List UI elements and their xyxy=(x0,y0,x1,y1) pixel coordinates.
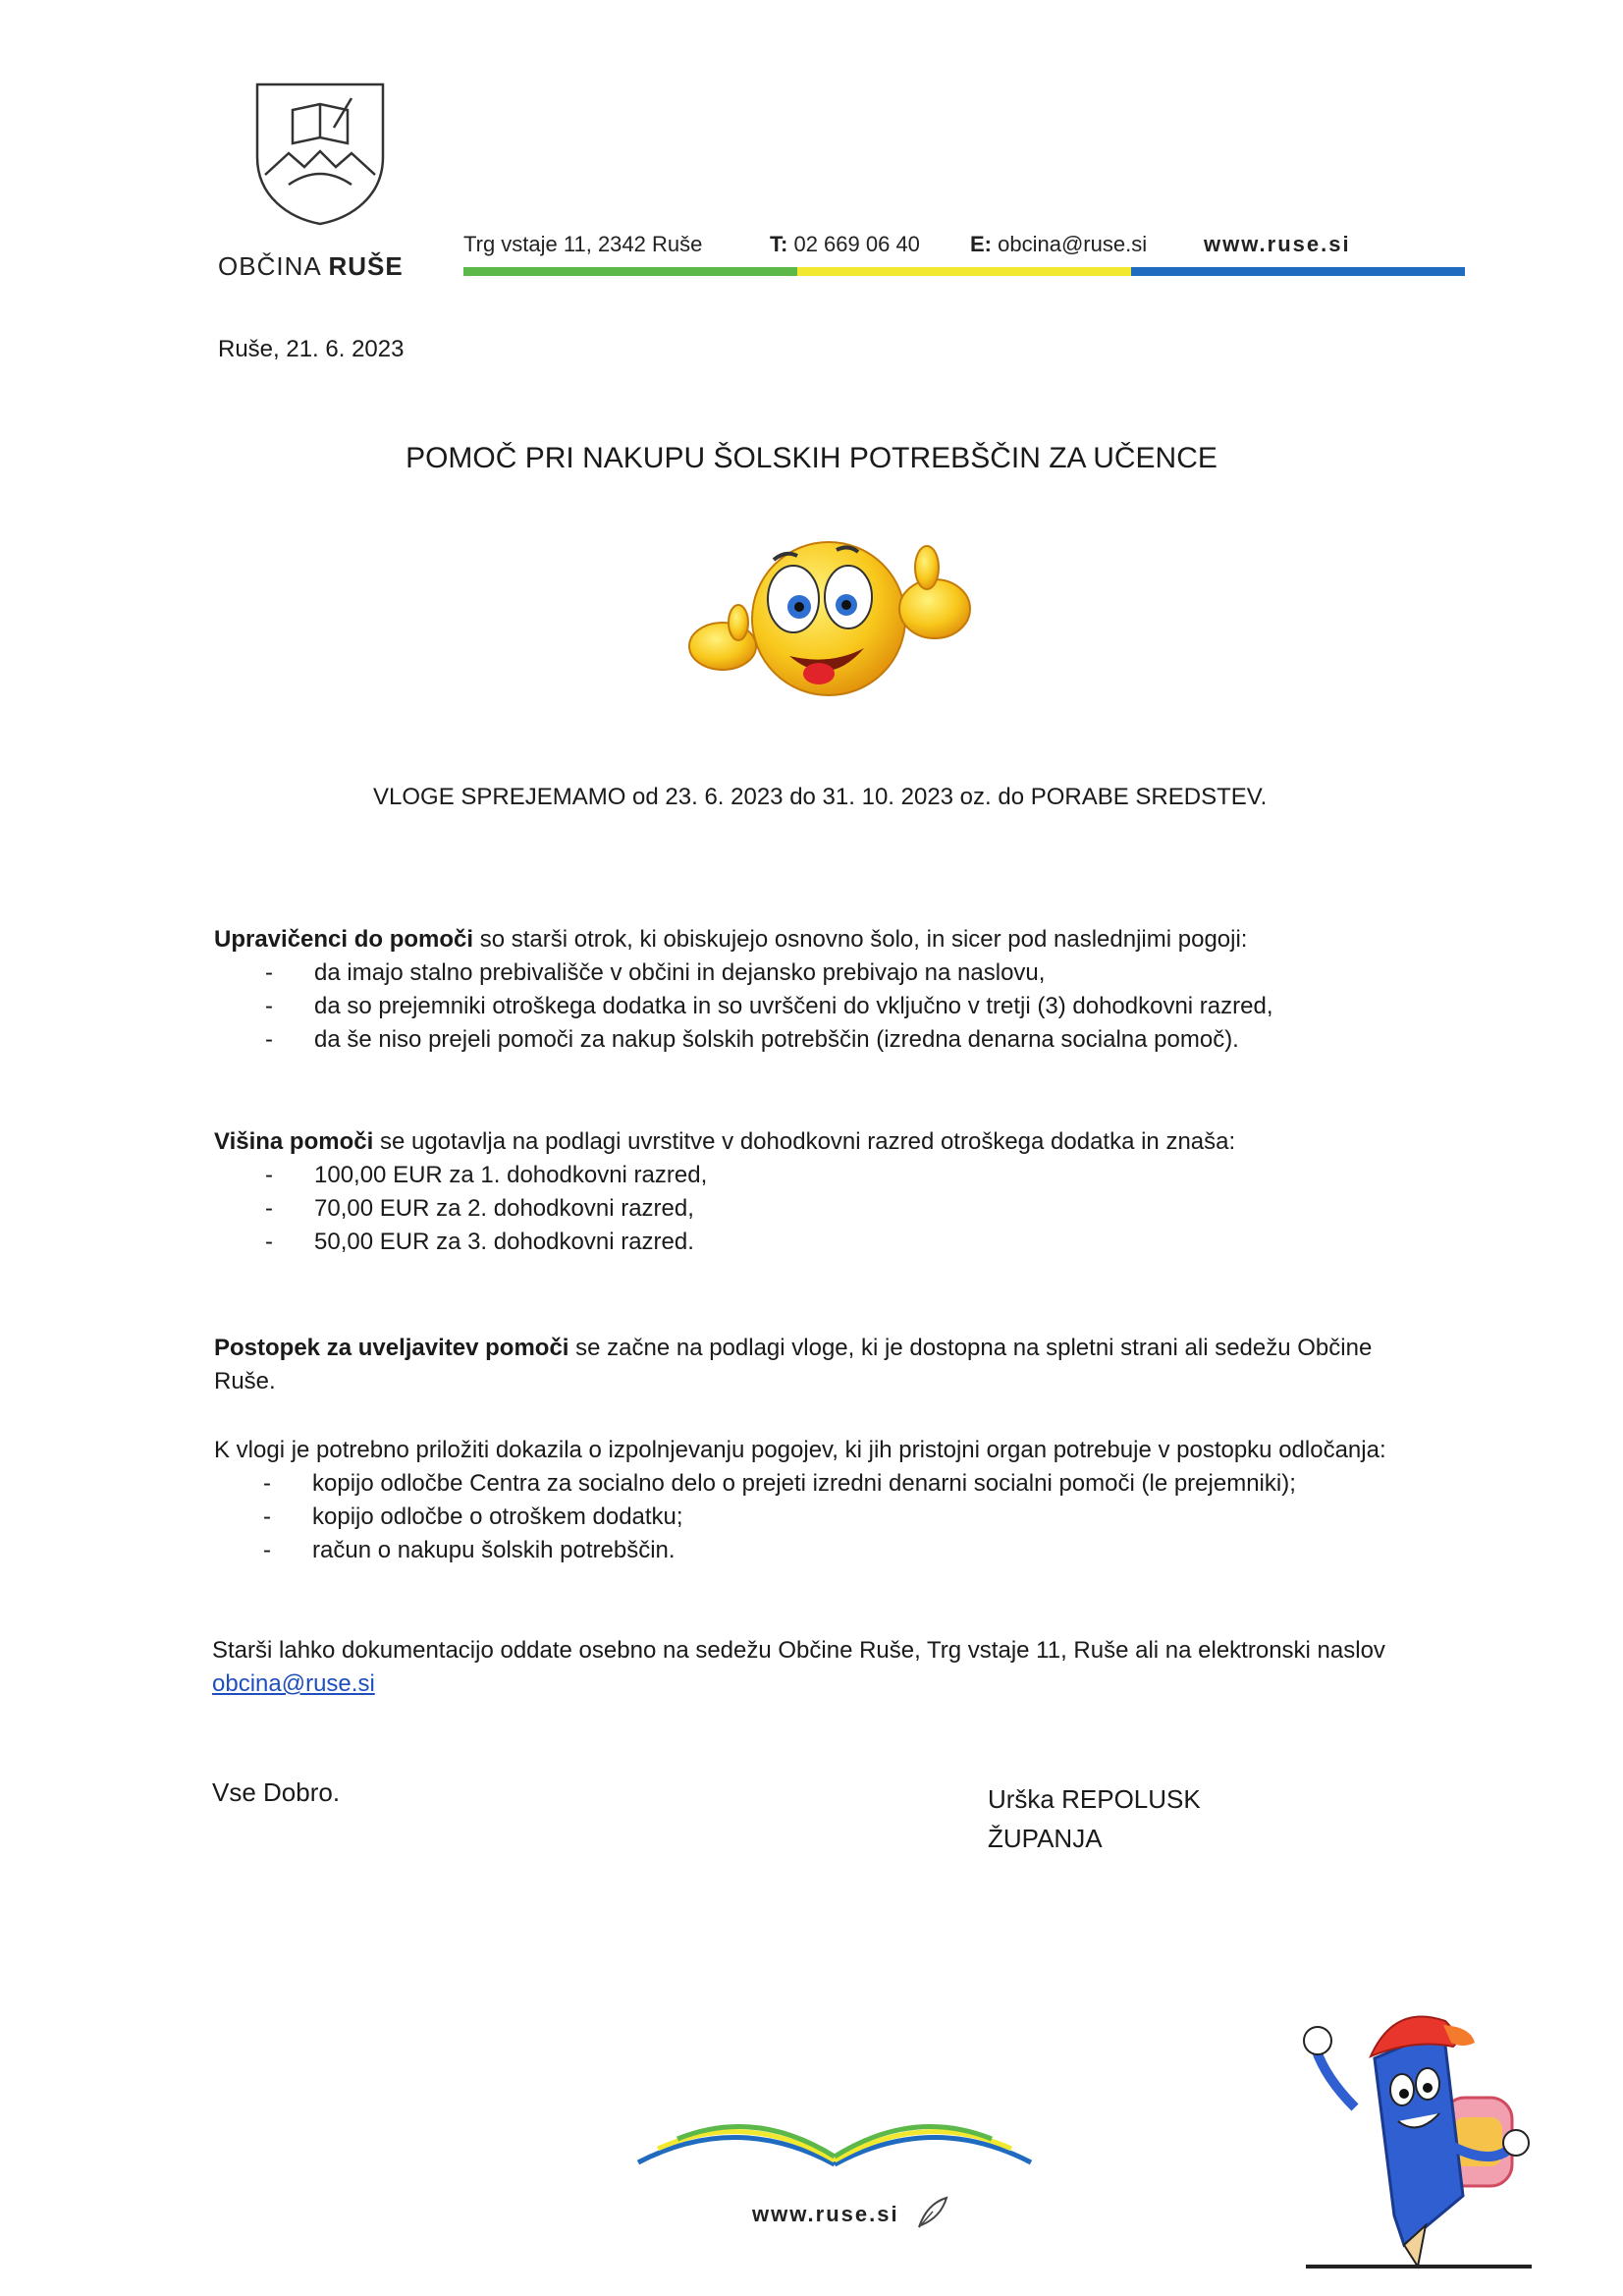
org-name-bold: RUŠE xyxy=(328,251,404,281)
list-item-text: da imajo stalno prebivališče v občini in dejansko prebivajo na naslovu, xyxy=(314,959,1046,986)
signature-role: ŽUPANJA xyxy=(988,1824,1103,1853)
list-dash: - xyxy=(263,1503,271,1530)
email-address: obcina@ruse.si xyxy=(998,232,1148,256)
header-website: www.ruse.si xyxy=(1204,232,1351,256)
stripe-green xyxy=(463,267,797,276)
list-item-text: da še niso prejeli pomoči za nakup šolskih potrebščin (izredna denarna socialna pomoč). xyxy=(314,1026,1239,1053)
submission-email-link[interactable]: obcina@ruse.si xyxy=(212,1670,375,1697)
submission-text: Starši lahko dokumentacijo oddate osebno na sedežu Občine Ruše, Trg vstaje 11, Ruše ali na elektronski naslov xyxy=(212,1637,1385,1664)
list-dash: - xyxy=(263,1470,271,1497)
applications-period: VLOGE SPREJEMAMO od 23. 6. 2023 do 31. 10. 2023 oz. do PORABE SREDSTEV. xyxy=(373,784,1268,810)
phone xyxy=(770,232,920,257)
attachments-list xyxy=(263,1467,1296,1567)
procedure-text-line2: Ruše. xyxy=(214,1368,276,1394)
list-item-text: kopijo odločbe Centra za socialno delo o prejeti izredni denarni socialni pomoči (le prejemniki); xyxy=(312,1470,1296,1497)
pencil-mascot-illustration xyxy=(1296,1999,1542,2274)
document-date: Ruše, 21. 6. 2023 xyxy=(218,336,405,362)
eligibility-list xyxy=(265,957,1273,1057)
procedure-heading: Postopek za uveljavitev pomoči xyxy=(214,1335,569,1361)
list-dash: - xyxy=(265,1162,273,1188)
email xyxy=(970,232,1147,257)
list-item xyxy=(265,1226,707,1259)
procedure-paragraph xyxy=(214,1332,1372,1398)
amount-text: se ugotavlja na podlagi uvrstitve v dohodkovni razred otroškega dodatka in znaša: xyxy=(373,1128,1236,1155)
quill-icon xyxy=(913,2194,952,2233)
stripe-blue xyxy=(1131,267,1465,276)
list-dash: - xyxy=(265,1195,273,1222)
stripe-yellow xyxy=(797,267,1131,276)
amount-intro xyxy=(214,1125,1235,1159)
list-dash: - xyxy=(265,1026,273,1053)
list-dash: - xyxy=(265,959,273,986)
list-item-text: kopijo odločbe o otroškem dodatku; xyxy=(312,1503,683,1530)
closing: Vse Dobro. xyxy=(212,1777,341,1807)
submission-paragraph xyxy=(212,1634,1385,1701)
email-label: E: xyxy=(970,232,992,256)
list-dash: - xyxy=(265,993,273,1019)
procedure-text: se začne na podlagi vloge, ki je dostopna na spletni strani ali sedežu Občine xyxy=(568,1335,1373,1361)
list-item-text: 100,00 EUR za 1. dohodkovni razred, xyxy=(314,1162,708,1188)
eligibility-heading: Upravičenci do pomoči xyxy=(214,926,474,953)
municipality-crest-logo xyxy=(253,81,387,228)
list-item xyxy=(263,1467,1296,1501)
signature xyxy=(988,1779,1201,1858)
address: Trg vstaje 11, 2342 Ruše xyxy=(463,232,703,256)
list-item xyxy=(265,1192,707,1226)
list-item xyxy=(263,1501,1296,1534)
list-item-text: 70,00 EUR za 2. dohodkovni razred, xyxy=(314,1195,694,1222)
list-dash: - xyxy=(263,1537,271,1563)
org-prefix: OBČINA xyxy=(218,251,321,281)
list-item xyxy=(265,990,1273,1023)
phone-label: T: xyxy=(770,232,788,256)
open-book-swoosh-logo xyxy=(628,2102,1041,2180)
org-name xyxy=(218,251,404,282)
list-dash: - xyxy=(265,1229,273,1255)
footer-website: www.ruse.si xyxy=(752,2202,899,2226)
list-item-text: da so prejemniki otroškega dodatka in so uvrščeni do vključno v tretji (3) dohodkovni razred, xyxy=(314,993,1273,1019)
smiley-thumbs-up-icon xyxy=(683,520,974,707)
list-item xyxy=(265,957,1273,990)
attachments-intro: K vlogi je potrebno priložiti dokazila o izpolnjevanju pogojev, ki jih pristojni organ potrebuje v postopku odločanja: xyxy=(214,1437,1386,1463)
eligibility-intro xyxy=(214,923,1247,957)
list-item-text: račun o nakupu šolskih potrebščin. xyxy=(312,1537,676,1563)
document-title: POMOČ PRI NAKUPU ŠOLSKIH POTREBŠČIN ZA UČENCE xyxy=(406,442,1217,474)
signature-name: Urška REPOLUSK xyxy=(988,1784,1201,1814)
list-item-text: 50,00 EUR za 3. dohodkovni razred. xyxy=(314,1229,694,1255)
phone-number: 02 669 06 40 xyxy=(793,232,920,256)
list-item xyxy=(265,1159,707,1192)
list-item xyxy=(265,1023,1273,1057)
eligibility-text: so starši otrok, ki obiskujejo osnovno šolo, in sicer pod naslednjimi pogoji: xyxy=(473,926,1248,953)
amount-heading: Višina pomoči xyxy=(214,1128,374,1155)
list-item xyxy=(263,1534,1296,1567)
amount-list xyxy=(265,1159,707,1259)
